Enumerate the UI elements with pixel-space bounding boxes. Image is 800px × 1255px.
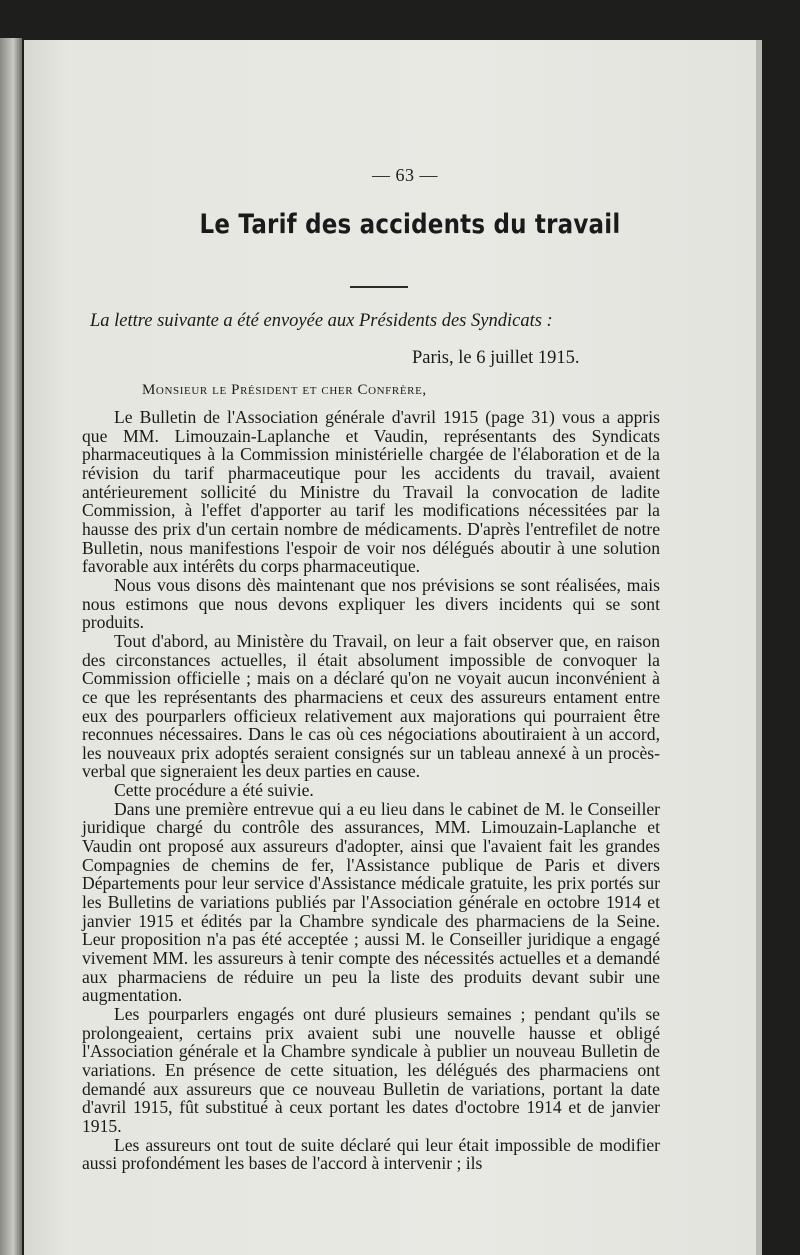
page-edge xyxy=(756,40,762,1255)
paragraph: Dans une première entrevue qui a eu lieu dans le cabinet de M. le Conseiller juridique chargé du contrôle des assurances, MM. Limouzain-Laplanche et Vaudin ont proposé aux assureurs d'adopter, ainsi que l'avaient fait les grandes Compagnies de chemins de fer, l'Assistance publique de Paris et divers Départements pour leur service d'Assistance médicale gratuite, les prix portés sur les Bulletins de variations publiés par l'Association générale en octobre 1914 et janvier 1915 et édités par la Chambre syndicale des pharmaciens de la Seine. Leur proposition n'a pas été acceptée ; aussi M. le Conseiller juridique a engagé vivement MM. les assureurs à tenir compte des nécessités actuelles et a demandé aux pharmaciens de réduire un peu la liste des produits devant subir une augmentation. xyxy=(82,798,660,1006)
paragraph: Nous vous disons dès maintenant que nos prévisions se sont réalisées, mais nous estimons que nous devons expliquer les divers incidents qui se sont produits. xyxy=(82,574,660,633)
facing-page-edge xyxy=(0,38,22,1255)
paragraph: Le Bulletin de l'Association générale d'avril 1915 (page 31) vous a appris que MM. Limouzain-Laplanche et Vaudin, représentants des Syndicats pharmaceutiques à la Commission ministérielle chargée de l'élaboration et de la révision du tarif pharmaceutique pour les accidents du travail, avaient antérieurement sollicité du Ministre du Travail la convocation de ladite Commission, à l'effet d'apporter au tarif les modifications nécessitées par la hausse des prix d'un certain nombre de médicaments. D'après l'entrefilet de notre Bulletin, nous manifestions l'espoir de voir nos délégués aboutir à une solution favorable aux intérêts du corps pharmaceutique. xyxy=(82,407,660,577)
page-number: — 63 — xyxy=(372,165,438,185)
title-rule xyxy=(350,286,408,288)
paragraph: Les assureurs ont tout de suite déclaré qui leur était impossible de modifier aussi profondément les bases de l'accord à intervenir ; ils xyxy=(82,1134,660,1174)
article-title: Le Tarif des accidents du travail xyxy=(199,210,621,240)
document-page xyxy=(24,40,756,1255)
letter-body xyxy=(82,408,660,1173)
paragraph: Cette procédure a été suivie. xyxy=(114,780,314,801)
intro-line: La lettre suivante a été envoyée aux Présidents des Syndicats : xyxy=(90,311,553,331)
salutation: Monsieur le Président et cher Confrère, xyxy=(142,382,427,398)
dateline: Paris, le 6 juillet 1915. xyxy=(412,348,580,368)
paragraph: Les pourparlers engagés ont duré plusieurs semaines ; pendant qu'ils se prolongeaient, certains prix avaient subi une nouvelle hausse et obligé l'Association générale et la Chambre syndicale à publier un nouveau Bulletin de variations. En présence de cette situation, les délégués des pharmaciens ont demandé aux assureurs que ce nouveau Bulletin de variations, portant la date d'avril 1915, fût substitué à ceux portant les dates d'octobre 1914 et de janvier 1915. xyxy=(82,1004,660,1136)
paragraph: Tout d'abord, au Ministère du Travail, on leur a fait observer que, en raison des circonstances actuelles, il était absolument impossible de convoquer la Commission officielle ; mais on a déclaré qu'on ne voyait aucun inconvénient à ce que les représentants des pharmaciens et ceux des assureurs entament entre eux des pourparlers officieux relativement aux majorations qui pourraient être reconnues nécessaires. Dans le cas où ces négociations aboutiraient à un accord, les nouveaux prix adoptés seraient consignés sur un tableau annexé à un procès-verbal que signeraient les deux parties en cause. xyxy=(82,630,660,782)
